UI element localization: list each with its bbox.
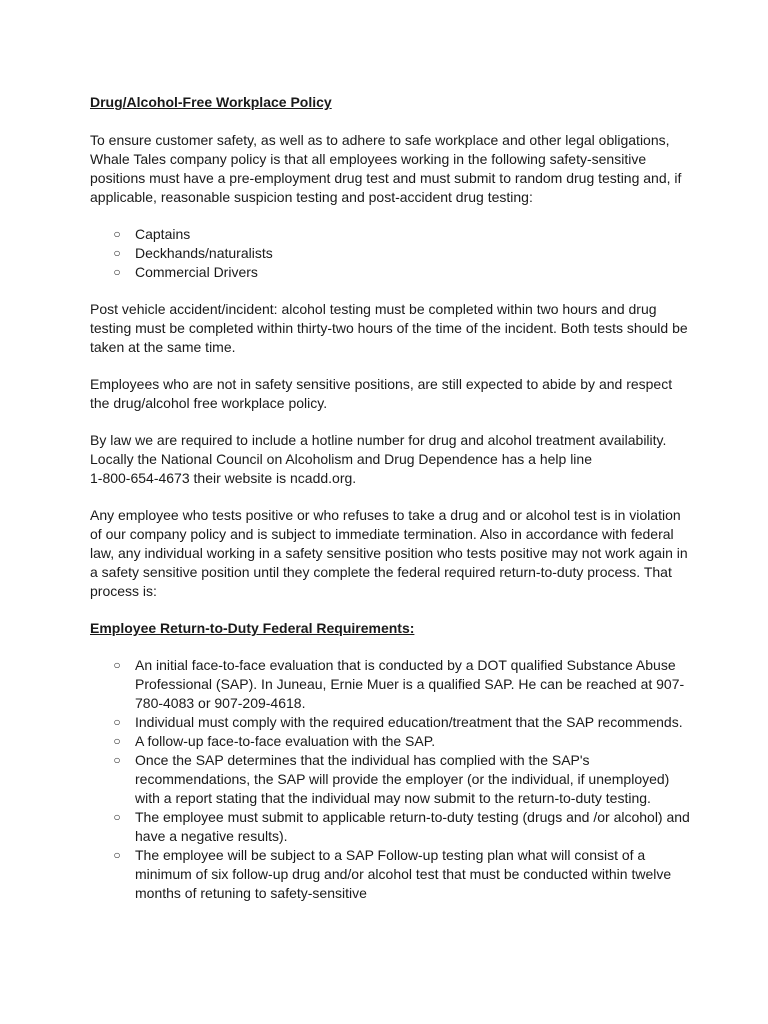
list-item: ○ Individual must comply with the required education/treatment that the SAP recommends. bbox=[90, 713, 690, 732]
list-item: ○ Deckhands/naturalists bbox=[90, 244, 690, 263]
hotline-paragraph bbox=[90, 431, 690, 488]
bullet-icon: ○ bbox=[113, 810, 121, 824]
bullet-icon: ○ bbox=[113, 658, 121, 672]
bullet-icon: ○ bbox=[113, 246, 121, 260]
list-item: ○ A follow-up face-to-face evaluation with the SAP. bbox=[90, 732, 690, 751]
list-item: ○ Commercial Drivers bbox=[90, 263, 690, 282]
rtd-requirements-list bbox=[90, 656, 690, 903]
list-item: ○ The employee must submit to applicable return-to-duty testing (drugs and /or alcohol) and have a negative results). bbox=[90, 808, 690, 846]
bullet-icon: ○ bbox=[113, 753, 121, 767]
bullet-icon: ○ bbox=[113, 734, 121, 748]
list-item: ○ Captains bbox=[90, 225, 690, 244]
violation-paragraph: Any employee who tests positive or who refuses to take a drug and or alcohol test is in violation of our company policy and is subject to immediate termination. Also in accordance with federal law, any individual working in a safety sensitive position who tests positive may not work again in a safety sensitive position until they complete the federal required return-to-duty process. That process is: bbox=[90, 507, 688, 599]
non-safety-paragraph: Employees who are not in safety sensitive positions, are still expected to abide by and respect the drug/alcohol free workplace policy. bbox=[90, 376, 673, 411]
list-item: ○ An initial face-to-face evaluation that is conducted by a DOT qualified Substance Abuse Professional (SAP). In Juneau, Ernie Muer is a qualified SAP. He can be reached at 907-780-4083 or 907-209-4618. bbox=[90, 656, 690, 713]
post-accident-paragraph: Post vehicle accident/incident: alcohol testing must be completed within two hours and drug testing must be completed within thirty-two hours of the time of the incident. Both tests should be taken at the same time. bbox=[90, 301, 688, 355]
positions-list bbox=[90, 225, 690, 282]
policy-title: Drug/Alcohol-Free Workplace Policy bbox=[90, 94, 332, 110]
hotline-number: 1-800-654-4673 their website is ncadd.org. bbox=[90, 470, 357, 486]
intro-paragraph: To ensure customer safety, as well as to adhere to safe workplace and other legal obligations, Whale Tales company policy is that all employees working in the following safety-sensitive positions must have a pre-employment drug test and must submit to random drug testing and, if applicable, reasonable suspicion testing and post-accident drug testing: bbox=[90, 132, 682, 205]
bullet-icon: ○ bbox=[113, 227, 121, 241]
bullet-icon: ○ bbox=[113, 265, 121, 279]
hotline-text: By law we are required to include a hotline number for drug and alcohol treatment availability. Locally the National Council on Alcoholism and Drug Dependence has a help line bbox=[90, 432, 667, 467]
bullet-icon: ○ bbox=[113, 715, 121, 729]
rtd-heading: Employee Return-to-Duty Federal Requirements: bbox=[90, 620, 415, 636]
document-page bbox=[90, 93, 690, 903]
list-item: ○ Once the SAP determines that the individual has complied with the SAP's recommendations, the SAP will provide the employer (or the individual, if unemployed) with a report stating that the individual may now submit to the return-to-duty testing. bbox=[90, 751, 690, 808]
list-item: ○ The employee will be subject to a SAP Follow-up testing plan what will consist of a minimum of six follow-up drug and/or alcohol test that must be conducted within twelve months of retuning to safety-sensitive bbox=[90, 846, 690, 903]
bullet-icon: ○ bbox=[113, 848, 121, 862]
